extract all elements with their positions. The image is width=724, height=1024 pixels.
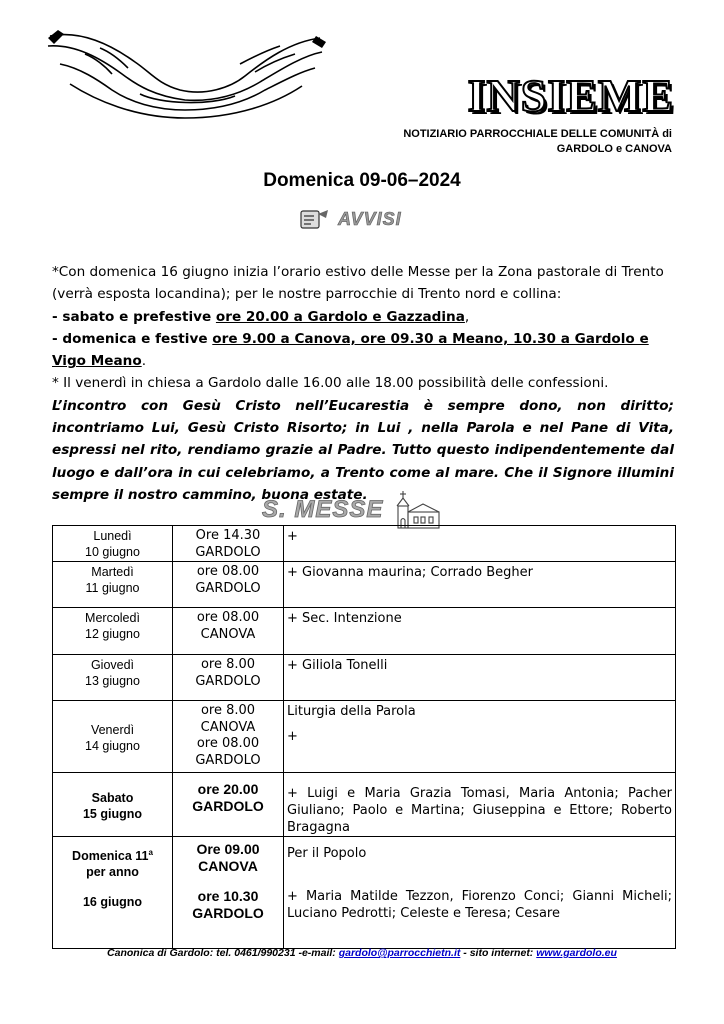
intention-cell [284, 562, 676, 608]
hands-logo-icon [40, 24, 330, 124]
table-row [53, 608, 676, 655]
church-icon [389, 490, 441, 530]
intention-cell [284, 526, 676, 562]
footer-contacts [0, 947, 724, 959]
mass-place: GARDOLO [192, 904, 264, 921]
domenica-times: ore 9.00 a Canova, ore 09.30 a Meano, 10.30 a Gardolo e Vigo Meano [52, 330, 649, 370]
table-row [53, 837, 676, 949]
mass-place: CANOVA [198, 857, 258, 874]
day-date: 12 giugno [85, 627, 140, 641]
sabato-times: ore 20.00 a Gardolo e Gazzadina [215, 308, 465, 325]
avvisi-reflection: L’incontro con Gesù Cristo nell’Eucarestia è sempre dono, non diritto; incontriamo Lui, Gesù Cristo Risorto; in Lui , nella Parola e nel Pane di Vita, espressi nel rito, rendiamo grazie al Padre. Tutto questo indipendentemente dal luogo e dall’ora in cui celebriamo, a Trento come al mare. Che il Signore illumini sempre il nostro cammino, buona estate. [52, 397, 674, 503]
intention-cell [284, 655, 676, 701]
intention-cell [284, 701, 676, 773]
day-name-text: Domenica 11 [72, 849, 149, 864]
mass-intention: Liturgia della Parola [287, 704, 416, 719]
avvisi-confessioni-line: * Il venerdì in chiesa a Gardolo dalle 16.00 alle 18.00 possibilità delle confessioni. [52, 375, 609, 392]
time-cell [173, 526, 284, 562]
day-date: 13 giugno [85, 674, 140, 688]
day-name: Martedì [91, 565, 134, 579]
day-name: Sabato [91, 790, 134, 805]
intention-cell [284, 773, 676, 837]
mass-time: Ore 14.30 [195, 528, 261, 543]
mass-time: ore 8.00 [200, 657, 256, 672]
day-name: Mercoledì [85, 611, 140, 625]
domenica-suffix: . [141, 353, 147, 370]
day-name: Giovedì [90, 658, 135, 672]
mass-intention: + [287, 529, 298, 544]
day-date: 15 giugno [82, 806, 143, 821]
pointing-hand-icon [300, 208, 330, 230]
avvisi-domenica-line [52, 328, 674, 373]
mass-place: GARDOLO [195, 580, 261, 596]
mass-time: ore 20.00 [197, 781, 259, 797]
mass-time: ore 08.00 [196, 736, 260, 751]
mass-intention: + Maria Matilde Tezzon, Fiorenzo Conci; Gianni Micheli; Luciano Pedrotti; Celeste e Teresa; Cesare [287, 889, 672, 921]
time-cell [173, 655, 284, 701]
footer-phone-text: Canonica di Gardolo: tel. 0461/990231 -e-mail: [107, 947, 339, 959]
mass-time: ore 08.00 [196, 610, 260, 625]
mass-time: ore 8.00 [200, 703, 256, 718]
mass-place: GARDOLO [195, 752, 261, 768]
messe-heading [262, 490, 441, 530]
time-cell [173, 837, 284, 949]
day-cell [53, 608, 173, 655]
mass-intention: + Giliola Tonelli [287, 658, 388, 673]
table-row [53, 773, 676, 837]
intention-cell [284, 608, 676, 655]
mass-time: Ore 09.00 [196, 841, 260, 857]
mass-place: CANOVA [200, 719, 256, 735]
day-cell [53, 837, 173, 949]
day-cell [53, 562, 173, 608]
table-row [53, 655, 676, 701]
messe-label: S. MESSE [262, 496, 384, 523]
day-cell [53, 701, 173, 773]
domenica-prefix: - domenica e festive [52, 330, 213, 347]
messe-schedule-table [52, 525, 676, 949]
mass-time: ore 08.00 [196, 564, 260, 579]
time-cell [173, 562, 284, 608]
day-name: Venerdì [90, 722, 135, 737]
issue-date: Domenica 09-06–2024 [263, 170, 461, 191]
mass-place: GARDOLO [192, 797, 264, 814]
day-date: 14 giugno [85, 738, 140, 753]
mass-intention: + Sec. Intenzione [287, 611, 402, 626]
day-ordinal-suffix: a [148, 848, 153, 857]
table-row [53, 562, 676, 608]
time-cell [173, 608, 284, 655]
day-name: Lunedì [93, 529, 132, 543]
day-cell [53, 773, 173, 837]
mass-intention: Per il Popolo [287, 846, 367, 861]
avvisi-sabato-line [52, 306, 674, 328]
day-name [53, 845, 172, 864]
intention-cell [284, 837, 676, 949]
avvisi-label: AVVISI [338, 208, 402, 229]
avvisi-paragraph-summer-schedule: *Con domenica 16 giugno inizia l’orario estivo delle Messe per la Zona pastorale di Trento (verrà esposta locandina); per le nostre parrocchie di Trento nord e collina: [52, 264, 664, 303]
time-cell [173, 701, 284, 773]
newsletter-title: INSIEME [467, 70, 674, 121]
avvisi-heading [300, 206, 402, 232]
sabato-suffix: , [464, 308, 470, 325]
avvisi-text [52, 261, 674, 506]
day-name-line2: per anno [86, 865, 139, 880]
mass-time: ore 10.30 [197, 888, 259, 904]
day-date: 16 giugno [82, 895, 143, 910]
footer-email-link[interactable]: gardolo@parrocchietn.it [338, 947, 461, 959]
mass-place: GARDOLO [195, 673, 261, 689]
footer-site-text: - sito internet: [460, 947, 537, 959]
mass-intention: + Luigi e Maria Grazia Tomasi, Maria Antonia; Pacher Giuliano; Paolo e Martina; Giuseppina e Ettore; Roberto Bragagna [287, 786, 672, 835]
newsletter-subtitle: NOTIZIARIO PARROCCHIALE DELLE COMUNITÀ di [403, 128, 672, 140]
day-date: 10 giugno [85, 545, 140, 559]
table-row [53, 701, 676, 773]
mass-intention: + Giovanna maurina; Corrado Begher [287, 565, 533, 580]
sabato-prefix: - sabato e prefestive [52, 308, 216, 325]
mass-place: GARDOLO [195, 544, 261, 560]
day-cell [53, 526, 173, 562]
time-cell [173, 773, 284, 837]
mass-place: CANOVA [200, 626, 256, 642]
table-row [53, 526, 676, 562]
mass-intention: + [287, 729, 298, 744]
footer-website-link[interactable]: www.gardolo.eu [536, 947, 617, 959]
day-cell [53, 655, 173, 701]
newsletter-communities: GARDOLO e CANOVA [556, 143, 672, 155]
day-date: 11 giugno [85, 581, 140, 595]
